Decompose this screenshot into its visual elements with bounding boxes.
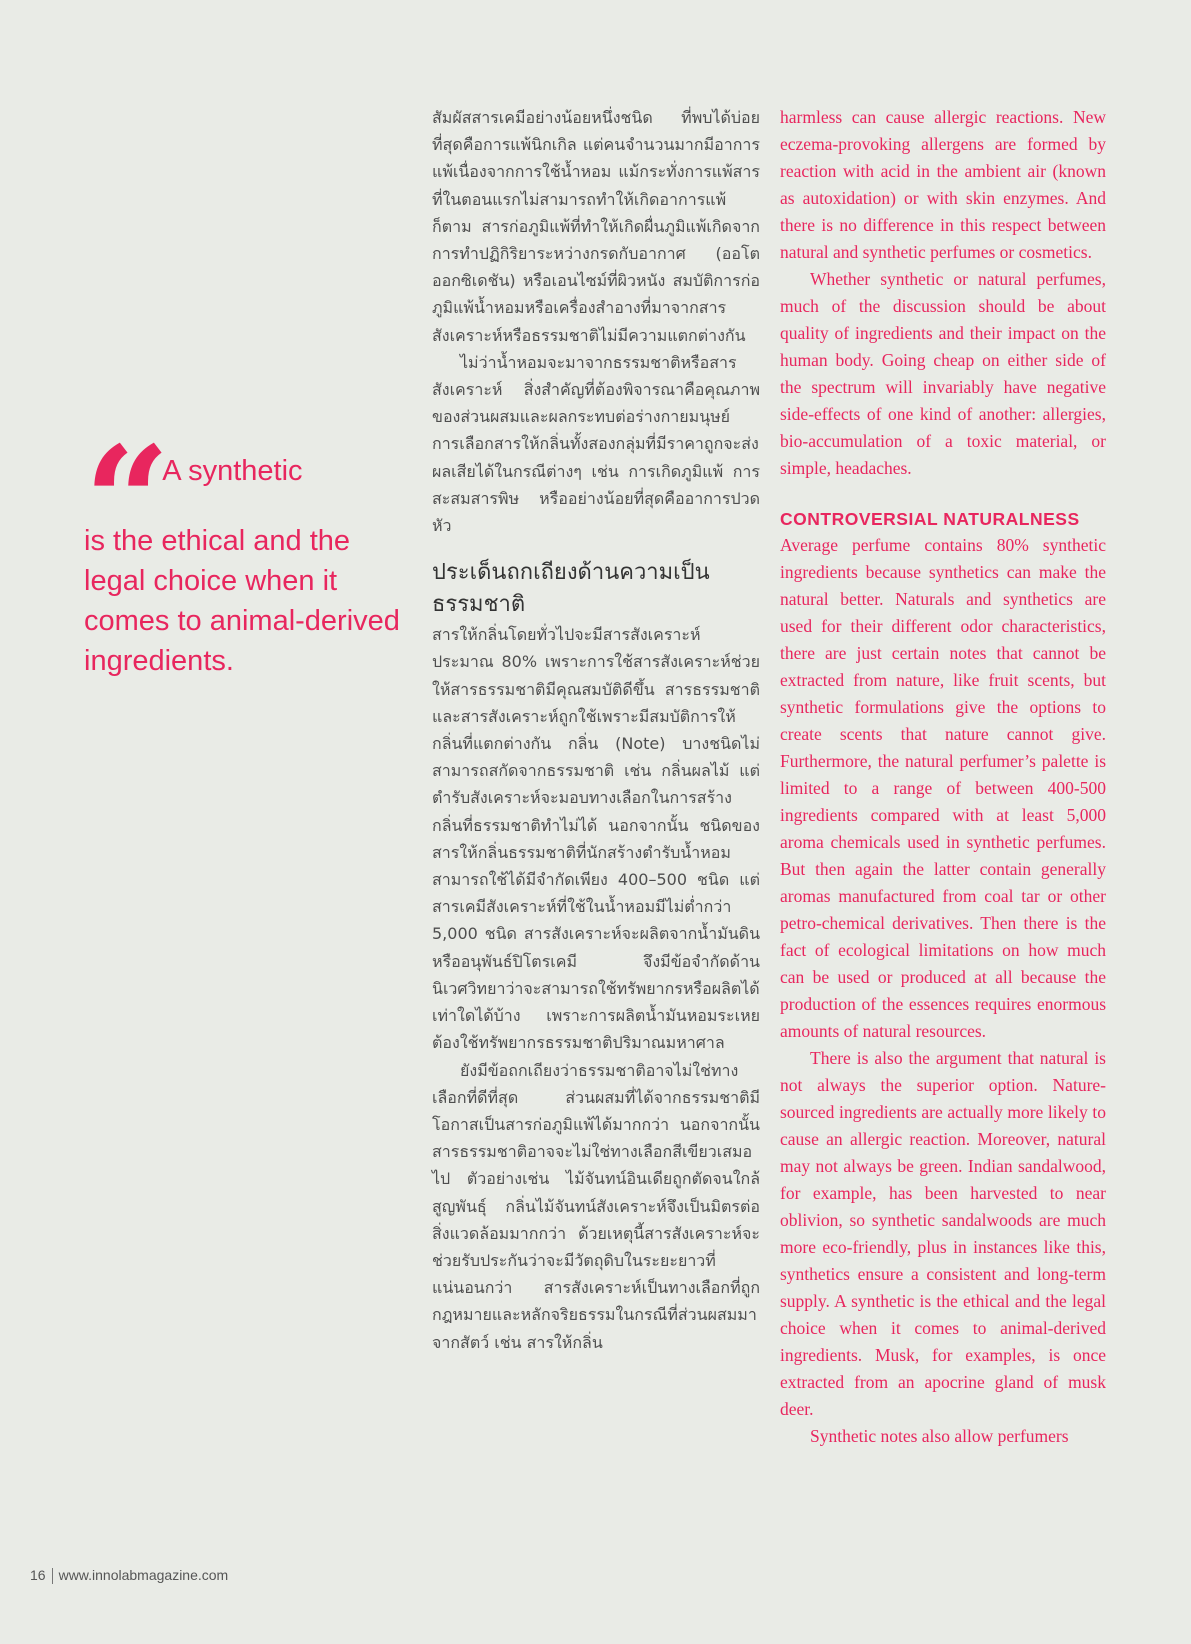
pull-quote-text: is the ethical and the legal choice when it comes to animal-derived ingredients. (84, 525, 400, 677)
thai-paragraph: สารให้กลิ่นโดยทั่วไปจะมีสารสังเคราะห์ประมาณ 80% เพราะการใช้สารสังเคราะห์ช่วยให้สารธรรมชาติมีคุณสมบัติดีขึ้น สารธรรมชาติและสารสังเคราะห์ถูกใช้เพราะมีสมบัติการให้กลิ่นที่แตกต่างกัน กลิ่น (Note) บางชนิดไม่สามารถสกัดจากธรรมชาติ เช่น กลิ่นผลไม้ แต่ตำรับสังเคราะห์จะมอบทางเลือกในการสร้างกลิ่นที่ธรรมชาติทำไม่ได้ นอกจากนั้น ชนิดของสารให้กลิ่นธรรมชาติที่นักสร้างตำรับน้ำหอมสามารถใช้ได้มีจำกัดเพียง 400–500 ชนิด แต่สารเคมีสังเคราะห์ที่ใช้ในน้ำหอมมีไม่ต่ำกว่า 5,000 ชนิด สารสังเคราะห์จะผลิตจากน้ำมันดินหรืออนุพันธ์ปิโตรเคมี จึงมีข้อจำกัดด้านนิเวศวิทยาว่าจะสามารถใช้ทรัพยากรหรือผลิตได้เท่าใดได้บ้าง เพราะการผลิตน้ำมันหอมระเหยต้องใช้ทรัพยากรธรรมชาติปริมาณมหาศาล (432, 625, 760, 1053)
thai-paragraph: สัมผัสสารเคมีอย่างน้อยหนึ่งชนิด ที่พบได้บ่อยที่สุดคือการแพ้นิกเกิล แต่คนจำนวนมากมีอาการแพ้เนื่องจากการใช้น้ำหอม แม้กระทั่งการแพ้สารที่ในตอนแรกไม่สามารถทำให้เกิดอาการแพ้ก็ตาม สารก่อภูมิแพ้ที่ทำให้เกิดผื่นภูมิแพ้เกิดจากการทำปฏิกิริยาระหว่างกรดกับอากาศ (ออโตออกซิเดชัน) หรือเอนไซม์ที่ผิวหนัง สมบัติการก่อภูมิแพ้น้ำหอมหรือเครื่องสำอางที่มาจากสารสังเคราะห์หรือธรรมชาติไม่มีความแตกต่างกัน (432, 108, 760, 345)
page-number: 16 (30, 1567, 46, 1583)
pull-quote-first-line: A synthetic (162, 455, 303, 487)
english-paragraph: Whether synthetic or natural perfumes, much of the discussion should be about quality of ingredients and their impact on the human body. Going cheap on either side of the spectrum will invariably have negative side-effects of one kind of another: allergies, bio-accumulation of a toxic material, or simple, headaches. (780, 269, 1106, 478)
english-paragraph: Synthetic notes also allow perfumers (810, 1426, 1069, 1446)
quote-mark-icon: “ (84, 414, 159, 590)
website-link[interactable]: www.innolabmagazine.com (58, 1567, 229, 1583)
english-paragraph: harmless can cause allergic reactions. New eczema-provoking allergens are formed by reaction with acid in the ambient air (known as autoxidation) or with skin enzymes. And there is no difference in this respect between natural and synthetic perfumes or cosmetics. (780, 107, 1106, 262)
thai-paragraph: ไม่ว่าน้ำหอมจะมาจากธรรมชาติหรือสารสังเคราะห์ สิ่งสำคัญที่ต้องพิจารณาคือคุณภาพของส่วนผสมและผลกระทบต่อร่างกายมนุษย์ การเลือกสารให้กลิ่นทั้งสองกลุ่มที่มีราคาถูกจะส่งผลเสียได้ในกรณีต่างๆ เช่น การเกิดภูมิแพ้ การสะสมสารพิษ หรืออย่างน้อยที่สุดคืออาการปวดหัว (432, 352, 760, 536)
pull-quote (84, 414, 414, 681)
english-article-column (780, 104, 1106, 1450)
thai-paragraph: ยังมีข้อถกเถียงว่าธรรมชาติอาจไม่ใช่ทางเลือกที่ดีที่สุด ส่วนผสมที่ได้จากธรรมชาติมีโอกาสเป็นสารก่อภูมิแพ้ได้มากกว่า นอกจากนั้น สารธรรมชาติอาจจะไม่ใช่ทางเลือกสีเขียวเสมอไป ตัวอย่างเช่น ไม้จันทน์อินเดียถูกตัดจนใกล้สูญพันธุ์ กลิ่นไม้จันทน์สังเคราะห์จึงเป็นมิตรต่อสิ่งแวดล้อมมากกว่า ด้วยเหตุนี้สารสังเคราะห์จะช่วยรับประกันว่าจะมีวัตถุดิบในระยะยาวที่แน่นอนกว่า สารสังเคราะห์เป็นทางเลือกที่ถูกกฎหมายและหลักจริยธรรมในกรณีที่ส่วนผสมมาจากสัตว์ เช่น สารให้กลิ่น (432, 1060, 760, 1352)
page-footer (30, 1567, 228, 1584)
english-paragraph: Average perfume contains 80% synthetic ingredients because synthetics can make the natural better. Naturals and synthetics are used for their different odor characteristics, there are just certain notes that cannot be extracted from nature, like fruit scents, but synthetic formulations give the options to create scents that nature cannot give. Furthermore, the natural perfumer’s palette is limited to a range of between 400-500 ingredients compared with at least 5,000 aroma chemicals used in synthetic perfumes. But then again the latter contain generally aromas manufactured from coal tar or other petro-chemical derivatives. Then there is the fact of ecological limitations on how much can be used or produced at all because the production of the essences requires enormous amounts of natural resources. (780, 535, 1106, 1041)
thai-section-heading: ประเด็นถกเถียงด้านความเป็นธรรมชาติ (432, 560, 710, 618)
thai-article-column (432, 104, 760, 1356)
english-paragraph: There is also the argument that natural is not always the superior option. Nature-sourced ingredients are actually more likely to cause an allergic reaction. Moreover, natural may not always be green. Indian sandalwood, for example, has been harvested to near oblivion, so synthetic sandalwoods are much more eco-friendly, plus in instances like this, synthetics ensure a consistent and long-term supply. A synthetic is the ethical and the legal choice when it comes to animal-derived ingredients. Musk, for examples, is once extracted from an apocrine gland of musk deer. (780, 1048, 1106, 1419)
english-section-heading: CONTROVERSIAL NATURALNESS (780, 509, 1080, 529)
footer-divider (52, 1568, 53, 1584)
